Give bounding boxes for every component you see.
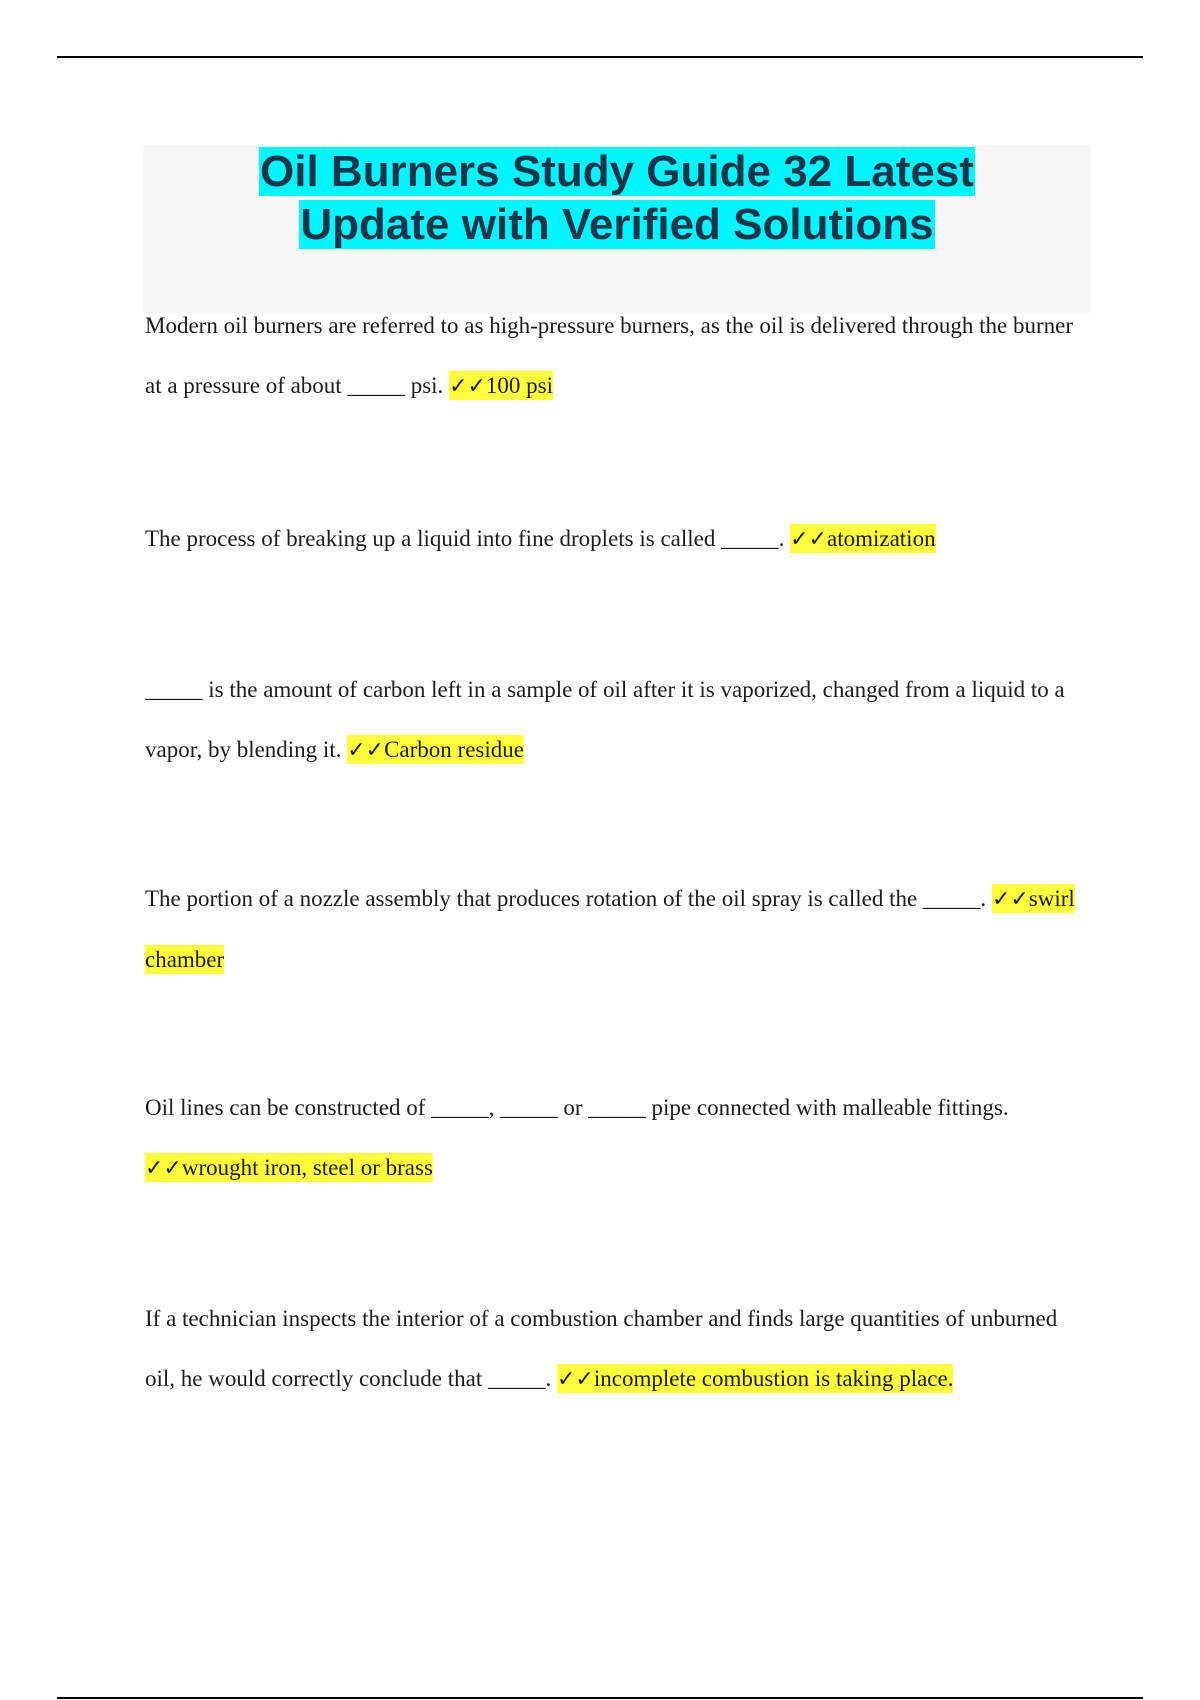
qa-item xyxy=(145,869,1075,990)
check-mark-icon: ✓✓ xyxy=(449,374,486,399)
check-mark-icon: ✓✓ xyxy=(145,1156,182,1181)
check-mark-icon: ✓✓ xyxy=(790,527,827,552)
answer-highlight xyxy=(557,1364,954,1393)
question-text: The portion of a nozzle assembly that produces rotation of the oil spray is called the _____. xyxy=(145,886,987,911)
question-text: The process of breaking up a liquid into fine droplets is called _____. xyxy=(145,526,785,551)
top-rule xyxy=(57,56,1143,58)
answer-text: atomization xyxy=(827,526,936,551)
answer-highlight xyxy=(790,524,935,553)
answer-text: swirl chamber xyxy=(145,886,1075,972)
answer-text: wrought iron, steel or brass xyxy=(181,1155,433,1180)
qa-item xyxy=(145,509,1075,570)
check-mark-icon: ✓✓ xyxy=(347,738,385,763)
check-mark-icon: ✓✓ xyxy=(991,887,1029,912)
answer-text: Carbon residue xyxy=(384,737,524,762)
question-text: Oil lines can be constructed of _____, _____ or _____ pipe connected with malleable fittings. xyxy=(145,1095,1009,1120)
check-mark-icon: ✓✓ xyxy=(556,1367,594,1392)
answer-text: 100 psi xyxy=(485,373,554,398)
title-line-1: Oil Burners Study Guide 32 Latest xyxy=(260,147,974,196)
question-text: If a technician inspects the interior of a combustion chamber and finds large quantities of unburned oil, he would correctly conclude that _____. xyxy=(145,1306,1058,1391)
bottom-rule xyxy=(57,1697,1143,1699)
qa-item xyxy=(145,1289,1075,1410)
question-text: Modern oil burners are referred to as high-pressure burners, as the oil is delivered through the burner at a pressure of about _____ psi. xyxy=(145,313,1073,398)
answer-highlight xyxy=(449,371,553,400)
answer-highlight xyxy=(145,1153,433,1182)
qa-item xyxy=(145,660,1075,781)
qa-item xyxy=(145,296,1075,417)
title-line-2: Update with Verified Solutions xyxy=(300,200,934,249)
answer-text: incomplete combustion is taking place. xyxy=(593,1366,954,1391)
qa-list xyxy=(145,296,1075,1410)
question-text: _____ is the amount of carbon left in a sample of oil after it is vaporized, changed from a liquid to a vapor, by blending it. xyxy=(145,677,1065,762)
answer-highlight xyxy=(347,735,524,764)
qa-item xyxy=(145,1078,1075,1199)
document-title xyxy=(143,145,1091,251)
